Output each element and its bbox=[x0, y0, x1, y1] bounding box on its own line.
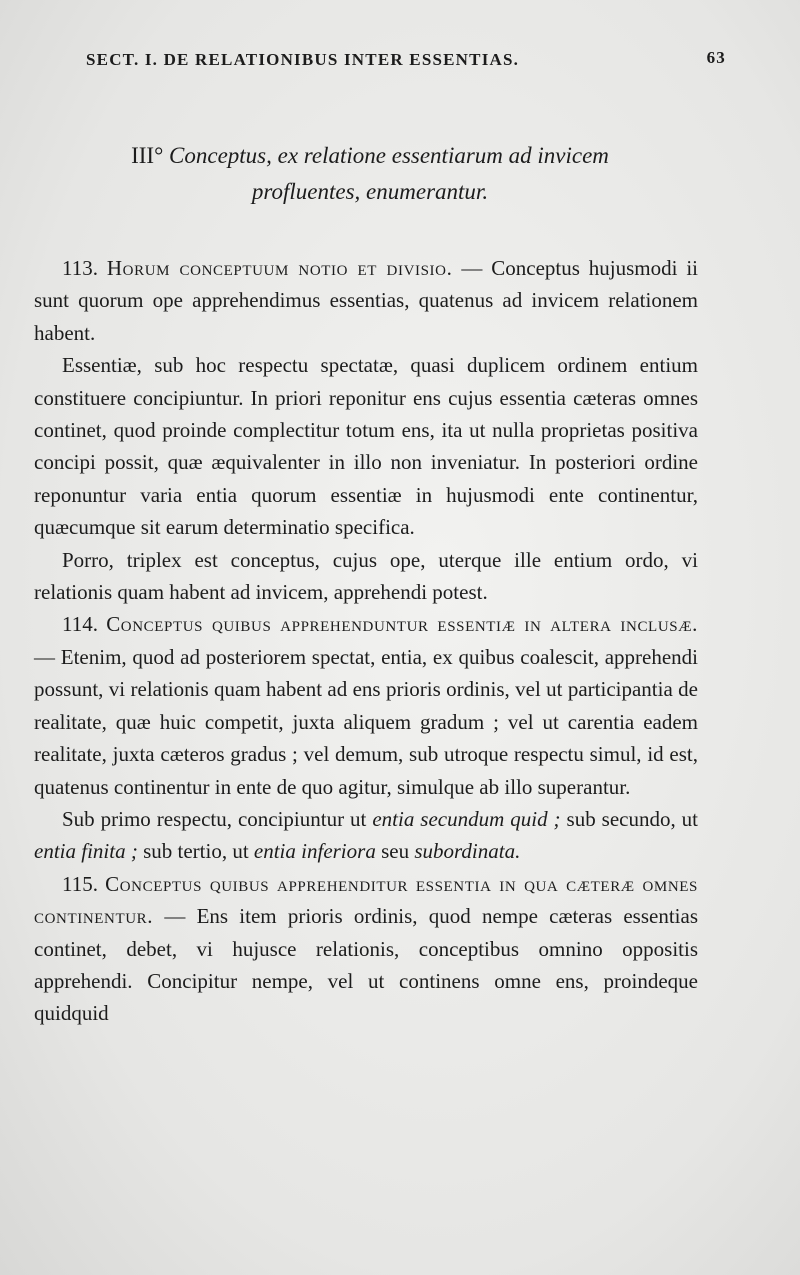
section-number: 115. bbox=[62, 871, 98, 896]
italic-run: entia inferiora bbox=[253, 839, 376, 864]
text-run: seu bbox=[381, 839, 410, 864]
running-title: SECT. I. DE RELATIONIBUS INTER ESSENTIAS. bbox=[86, 50, 520, 69]
heading-line-2: profluentes, enumerantur. bbox=[251, 179, 489, 204]
heading-line-1 bbox=[40, 138, 700, 174]
paragraph-porro: Porro, triplex est conceptus, cujus ope, uterque ille entium ordo, vi relationis quam habent ad invicem, apprehendi potest. bbox=[34, 547, 698, 605]
paragraph-113 bbox=[34, 252, 698, 349]
italic-run: subordinata. bbox=[414, 839, 521, 864]
chapter-heading bbox=[40, 138, 700, 210]
section-title: Conceptus quibus apprehenditur essentia in qua cæteræ omnes continentur. bbox=[34, 871, 698, 929]
heading-ordinal: III° bbox=[131, 143, 164, 168]
paragraph-essentiae: Essentiæ, sub hoc respectu spectatæ, quasi duplicem ordinem entium constituere concipiuntur. In priori reponitur ens cujus essentia cæteras omnes continet, quod proinde complectitur totum ens, ita ut nulla proprietas positiva concipi possit, quæ æquivalenter in illo non inveniatur. In posteriori ordine reponuntur varia entia quorum essentiæ in hujusmodi ente continentur, quæcumque sit earum determinatio specifica. bbox=[34, 353, 698, 540]
running-header bbox=[86, 44, 726, 74]
section-text: — Ens item prioris ordinis, quod nempe cæteras essentias continet, debet, vi hujusce relationis, conceptibus omnino oppositis apprehendi. Concipitur nempe, vel ut continens omne ens, proindeque quidquid bbox=[34, 904, 698, 1026]
section-title: Conceptus quibus apprehenduntur essentiæ in altera inclusæ. bbox=[106, 612, 698, 637]
section-text: — Etenim, quod ad posteriorem spectat, entia, ex quibus coalescit, apprehendi possunt, vi relationis quam habent ad ens prioris ordinis, vel ut participantia de realitate, quæ huic competit, juxta aliquem gradum ; vel ut carentia eadem realitate, juxta cæteros gradus ; vel demum, sub utroque respectu simul, id est, quatenus continentur in ente de quo agitur, simulque ab illo superantur. bbox=[34, 644, 698, 799]
body-text bbox=[34, 252, 698, 1030]
heading-line-1-text: Conceptus, ex relatione essentiarum ad invicem bbox=[169, 143, 609, 168]
text-run: sub secundo, ut bbox=[566, 806, 699, 831]
paragraph-sub-primo bbox=[34, 803, 698, 868]
paragraph-115 bbox=[34, 868, 698, 1030]
text-run: Sub primo respectu, concipiuntur ut bbox=[62, 806, 367, 831]
paragraph-114 bbox=[34, 608, 698, 802]
text-run: sub tertio, ut bbox=[143, 839, 249, 864]
page-number: 63 bbox=[706, 48, 726, 67]
section-title: Horum conceptuum notio et divisio. bbox=[106, 256, 453, 280]
section-number: 114. bbox=[62, 612, 98, 637]
italic-run: entia finita ; bbox=[34, 839, 138, 864]
section-number: 113. bbox=[62, 256, 98, 280]
section-text: — Conceptus hujusmodi ii sunt quorum ope apprehendimus essentias, quatenus ad invicem relationem habent. bbox=[34, 256, 699, 345]
italic-run: entia secundum quid ; bbox=[372, 806, 561, 831]
